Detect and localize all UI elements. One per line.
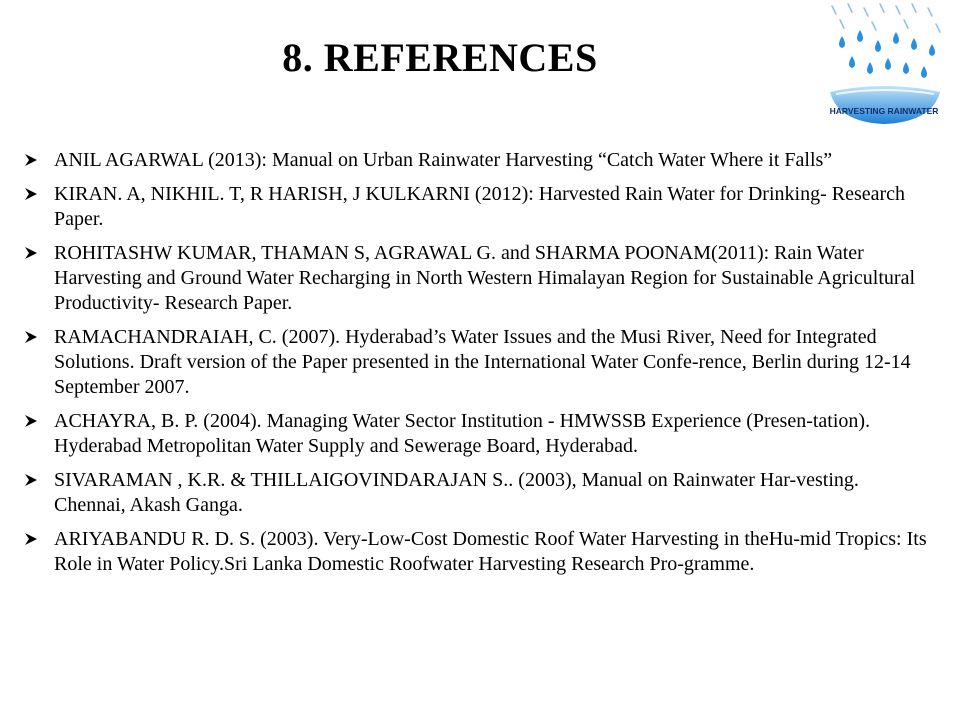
list-item bbox=[18, 409, 930, 459]
list-item bbox=[18, 468, 930, 518]
reference-text: ROHITASHW KUMAR, THAMAN S, AGRAWAL G. and SHARMA POONAM(2011): Rain Water Harvesting and Ground Water Recharging in North Western Himalayan Region for Sustainable Agricultural Productivity- Research Paper. bbox=[54, 242, 916, 314]
page-title: 8. REFERENCES bbox=[282, 35, 598, 80]
list-item bbox=[18, 241, 930, 316]
reference-text: SIVARAMAN , K.R. & THILLAIGOVINDARAJAN S.. (2003), Manual on Rainwater Har-vesting. Chennai, Akash Ganga. bbox=[54, 469, 859, 516]
list-item bbox=[18, 148, 930, 173]
reference-text: ACHAYRA, B. P. (2004). Managing Water Sector Institution - HMWSSB Experience (Presen-tation). Hyderabad Metropolitan Water Supply and Sewerage Board, Hyderabad. bbox=[54, 410, 871, 457]
reference-text: ARIYABANDU R. D. S. (2003). Very-Low-Cost Domestic Roof Water Harvesting in theHu-mid Tropics: Its Role in Water Policy.Sri Lanka Domestic Roofwater Harvesting Research Pro-gramme. bbox=[54, 528, 927, 575]
reference-text: KIRAN. A, NIKHIL. T, R HARISH, J KULKARNI (2012): Harvested Rain Water for Drinking- Research Paper. bbox=[54, 183, 906, 230]
reference-text: RAMACHANDRAIAH, C. (2007). Hyderabad’s Water Issues and the Musi River, Need for Integrated Solutions. Draft version of the Paper presented in the International Water Confe-rence, Berlin during 12-14 September 2007. bbox=[54, 326, 911, 398]
rain-drops-logo-icon bbox=[812, 0, 952, 140]
logo-caption: HARVESTING RAINWATER bbox=[829, 106, 939, 116]
arrow-bullet-icon bbox=[24, 473, 38, 487]
list-item bbox=[18, 527, 930, 577]
reference-text: ANIL AGARWAL (2013): Manual on Urban Rainwater Harvesting “Catch Water Where it Falls” bbox=[54, 149, 833, 171]
arrow-bullet-icon bbox=[24, 532, 38, 546]
arrow-bullet-icon bbox=[24, 414, 38, 428]
list-item bbox=[18, 182, 930, 232]
arrow-bullet-icon bbox=[24, 246, 38, 260]
arrow-bullet-icon bbox=[24, 187, 38, 201]
arrow-bullet-icon bbox=[24, 153, 38, 167]
reference-list bbox=[18, 148, 930, 586]
arrow-bullet-icon bbox=[24, 330, 38, 344]
list-item bbox=[18, 325, 930, 400]
